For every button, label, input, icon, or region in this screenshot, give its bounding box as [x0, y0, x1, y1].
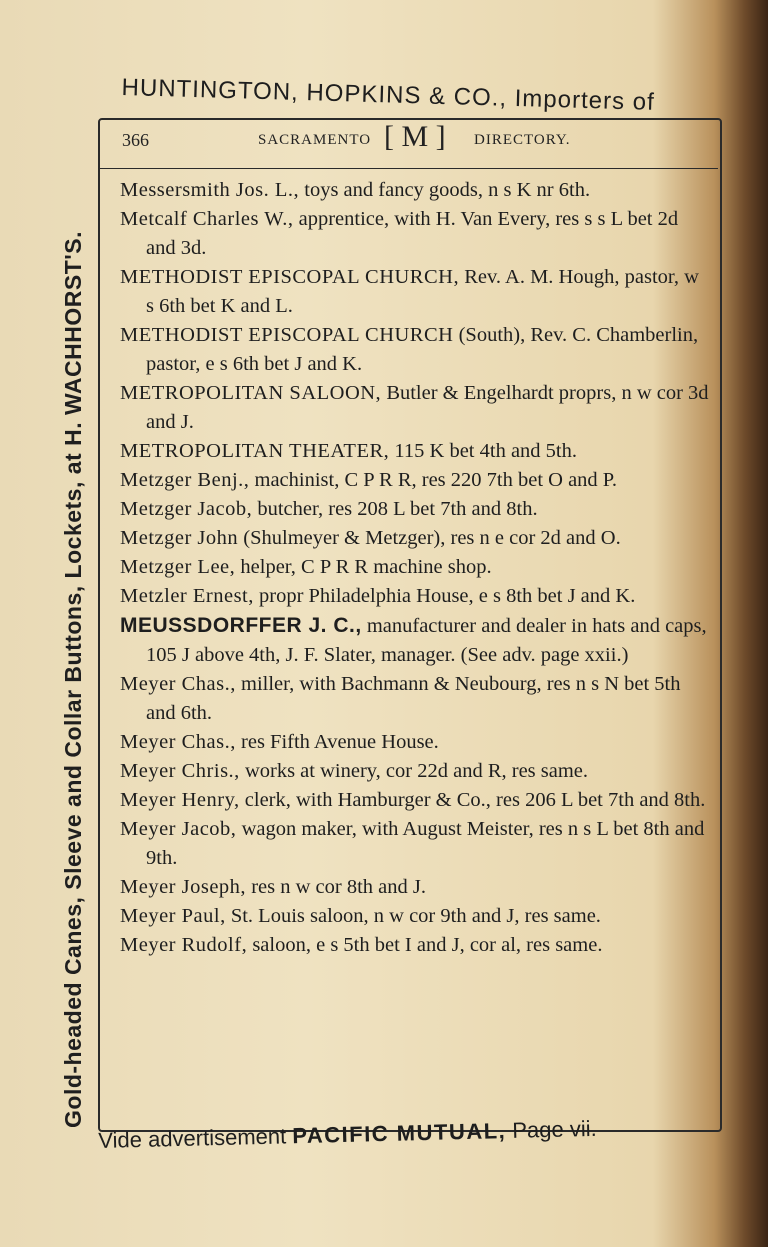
- entry-details: propr Philadelphia House, e s 8th bet J and K.: [253, 585, 636, 607]
- directory-entry: [120, 786, 710, 815]
- directory-entry: [120, 176, 710, 205]
- directory-entry: [120, 873, 710, 902]
- entry-details: butcher, res 208 L bet 7th and 8th.: [252, 498, 538, 520]
- page-number: 366: [122, 130, 149, 150]
- entry-details: Rev. A. M. Hough, pastor, w s 6th bet K and L.: [146, 266, 699, 317]
- entry-details: helper, C P R R machine shop.: [235, 556, 492, 578]
- entry-details: (Shulmeyer & Metzger), res n e cor 2d and O.: [238, 527, 621, 549]
- entry-name: Meyer Chas.,: [120, 731, 236, 753]
- directory-entry: [120, 524, 710, 553]
- header-letter: [ M ]: [384, 120, 446, 153]
- entry-details: toys and fancy goods, n s K nr 6th.: [299, 179, 591, 201]
- directory-entry: [120, 902, 710, 931]
- entry-details: apprentice, with H. Van Every, res s s L bet 2d and 3d.: [146, 208, 679, 259]
- header-divider: [98, 168, 718, 169]
- directory-entry: [120, 757, 710, 786]
- directory-entry: [120, 611, 710, 670]
- entry-name: Metzger Lee,: [120, 556, 236, 578]
- entry-name: Meyer Chris.,: [120, 760, 240, 782]
- entry-details: St. Louis saloon, n w cor 9th and J, res same.: [225, 905, 601, 927]
- header-directory: DIRECTORY.: [474, 132, 571, 148]
- entry-name: Meyer Henry,: [120, 789, 240, 811]
- directory-entry: [120, 379, 710, 437]
- directory-entry: [120, 931, 710, 960]
- directory-entry: [120, 495, 710, 524]
- entry-details: (South), Rev. C. Chamberlin, pastor, e s 6th bet J and K.: [146, 324, 699, 375]
- bottom-ad-name: PACIFIC MUTUAL,: [291, 1118, 507, 1149]
- entry-name: MEUSSDORFFER J. C.,: [120, 614, 362, 637]
- entry-details: clerk, with Hamburger & Co., res 206 L bet 7th and 8th.: [239, 789, 706, 811]
- directory-entry: [120, 437, 710, 466]
- bottom-ad-prefix: Vide advertisement: [98, 1123, 293, 1153]
- entry-name: METROPOLITAN THEATER,: [120, 440, 390, 462]
- entry-name: METHODIST EPISCOPAL CHURCH,: [120, 266, 460, 288]
- entry-details: res n w cor 8th and J.: [246, 876, 426, 898]
- directory-entries: [120, 176, 710, 960]
- directory-entry: [120, 466, 710, 495]
- top-advertisement: HUNTINGTON, HOPKINS & CO., Importers of: [121, 74, 656, 116]
- entry-details: 115 K bet 4th and 5th.: [389, 440, 577, 462]
- entry-name: Metzger John: [120, 527, 239, 549]
- directory-entry: [120, 670, 710, 728]
- entry-name: Messersmith Jos. L.,: [120, 179, 300, 201]
- entry-name: Meyer Jacob,: [120, 818, 237, 840]
- entry-name: Meyer Joseph,: [120, 876, 247, 898]
- entry-details: saloon, e s 5th bet I and J, cor al, res same.: [247, 934, 603, 956]
- entry-details: res Fifth Avenue House.: [235, 731, 439, 753]
- entry-details: wagon maker, with August Meister, res n s L bet 8th and 9th.: [146, 818, 705, 869]
- directory-entry: [120, 321, 710, 379]
- entry-details: manufacturer and dealer in hats and caps, 105 J above 4th, J. F. Slater, manager. (See adv. page xxii.): [146, 615, 707, 666]
- entry-name: Metcalf Charles W.,: [120, 208, 294, 230]
- directory-entry: [120, 205, 710, 263]
- entry-name: Meyer Paul,: [120, 905, 226, 927]
- entry-details: machinist, C P R R, res 220 7th bet O and P.: [249, 469, 618, 491]
- directory-entry: [120, 728, 710, 757]
- bottom-ad-suffix: Page vii.: [505, 1115, 597, 1144]
- entry-name: Metzger Benj.,: [120, 469, 250, 491]
- directory-entry: [120, 815, 710, 873]
- entry-name: Meyer Rudolf,: [120, 934, 248, 956]
- header-city: SACRAMENTO: [258, 132, 372, 148]
- entry-details: miller, with Bachmann & Neubourg, res n s N bet 5th and 6th.: [146, 673, 681, 724]
- side-advertisement: Gold-headed Canes, Sleeve and Collar Buttons, Lockets, at H. WACHHORST'S.: [60, 231, 86, 1128]
- entry-details: Butler & Engelhardt proprs, n w cor 3d and J.: [146, 382, 709, 433]
- page-header: [122, 120, 712, 160]
- entry-name: METHODIST EPISCOPAL CHURCH: [120, 324, 454, 346]
- entry-name: Metzler Ernest,: [120, 585, 254, 607]
- directory-entry: [120, 553, 710, 582]
- directory-entry: [120, 263, 710, 321]
- directory-entry: [120, 582, 710, 611]
- entry-details: works at winery, cor 22d and R, res same.: [239, 760, 589, 782]
- entry-name: METROPOLITAN SALOON,: [120, 382, 382, 404]
- entry-name: Metzger Jacob,: [120, 498, 253, 520]
- entry-name: Meyer Chas.,: [120, 673, 236, 695]
